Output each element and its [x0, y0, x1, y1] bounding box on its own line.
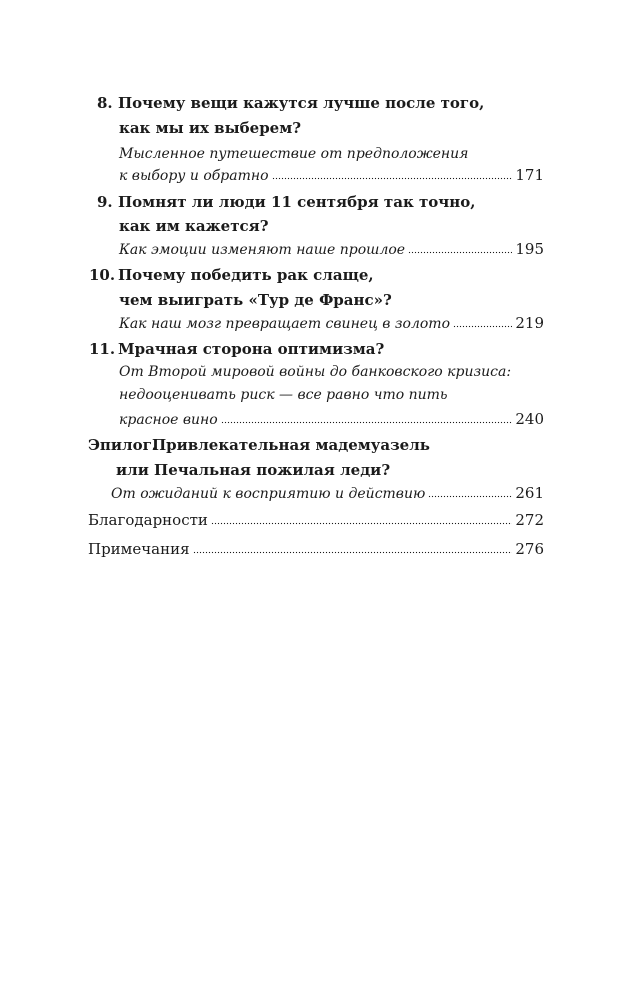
chapter-8-subtitle-line2: к выбору и обратно: [119, 168, 269, 184]
leader-dots: [193, 551, 513, 554]
leader-dots: [428, 495, 512, 498]
chapter-11-heading: [0, 338, 626, 360]
leader-dots: [453, 325, 512, 328]
chapter-10-title-line1: Почему победить рак слаще,: [118, 266, 374, 284]
chapter-9-heading: [0, 191, 626, 213]
chapter-11-subtitle-cont: [0, 384, 626, 406]
chapter-9-number: 9.: [97, 193, 113, 211]
chapter-9-title-line2: как им кажется?: [119, 217, 269, 235]
chapter-11-title-line1: Мрачная сторона оптимизма?: [118, 340, 385, 358]
chapter-8-title-line2: как мы их выберем?: [119, 119, 302, 137]
chapter-8-title-cont: [0, 117, 626, 139]
acknowledgements-page: 272: [515, 511, 544, 529]
chapter-11-subtitle: [0, 361, 626, 383]
chapter-10-subtitle: Как наш мозг превращает свинец в золото: [119, 316, 451, 332]
notes-entry: [88, 538, 544, 560]
chapter-10-title-cont: [0, 289, 626, 311]
epilogue-label: Эпилог.: [88, 436, 158, 454]
chapter-8-number: 8.: [97, 94, 113, 112]
acknowledgements-label: Благодарности: [88, 511, 208, 529]
chapter-11-subtitle-line1: От Второй мировой войны до банковского кризиса:: [119, 364, 512, 380]
chapter-10-heading: [0, 264, 626, 286]
chapter-10-page: 219: [515, 314, 544, 332]
chapter-8-title-line1: Почему вещи кажутся лучше после того,: [118, 94, 485, 112]
leader-dots: [221, 421, 513, 424]
chapter-8-subtitle: [0, 143, 626, 165]
chapter-8-page: 171: [515, 166, 544, 184]
leader-dots: [211, 522, 512, 525]
chapter-8-subtitle-line1: Мысленное путешествие от предположения: [119, 146, 469, 162]
chapter-11-subtitle-line3: красное вино: [119, 412, 218, 428]
chapter-11-subtitle-line2: недооценивать риск — все равно что пить: [119, 387, 448, 403]
leader-dots: [408, 251, 512, 254]
chapter-8-leader: [119, 164, 544, 186]
chapter-11-number: 11.: [89, 340, 116, 358]
chapter-9-subtitle: Как эмоции изменяют наше прошлое: [119, 242, 406, 258]
chapter-10-number: 10.: [89, 266, 116, 284]
acknowledgements-entry: [88, 509, 544, 531]
epilogue-title-cont: [0, 459, 626, 481]
chapter-9-title-cont: [0, 215, 626, 237]
chapter-9-leader: [119, 238, 544, 260]
epilogue-page: 261: [515, 484, 544, 502]
notes-page: 276: [515, 540, 544, 558]
chapter-10-leader: [119, 312, 544, 334]
chapter-11-leader: [119, 408, 544, 430]
epilogue-title-line1: Привлекательная мадемуазель: [152, 436, 430, 454]
chapter-9-page: 195: [515, 240, 544, 258]
chapter-9-title-line1: Помнят ли люди 11 сентября так точно,: [118, 193, 476, 211]
notes-label: Примечания: [88, 540, 190, 558]
chapter-8-heading: [0, 92, 626, 114]
chapter-11-page: 240: [515, 410, 544, 428]
epilogue-leader: [111, 482, 544, 504]
epilogue-subtitle: От ожиданий к восприятию и действию: [111, 486, 426, 502]
leader-dots: [272, 177, 513, 180]
epilogue-heading: [0, 434, 626, 456]
epilogue-title-line2: или Печальная пожилая леди?: [116, 461, 391, 479]
chapter-10-title-line2: чем выиграть «Тур де Франс»?: [119, 291, 392, 309]
